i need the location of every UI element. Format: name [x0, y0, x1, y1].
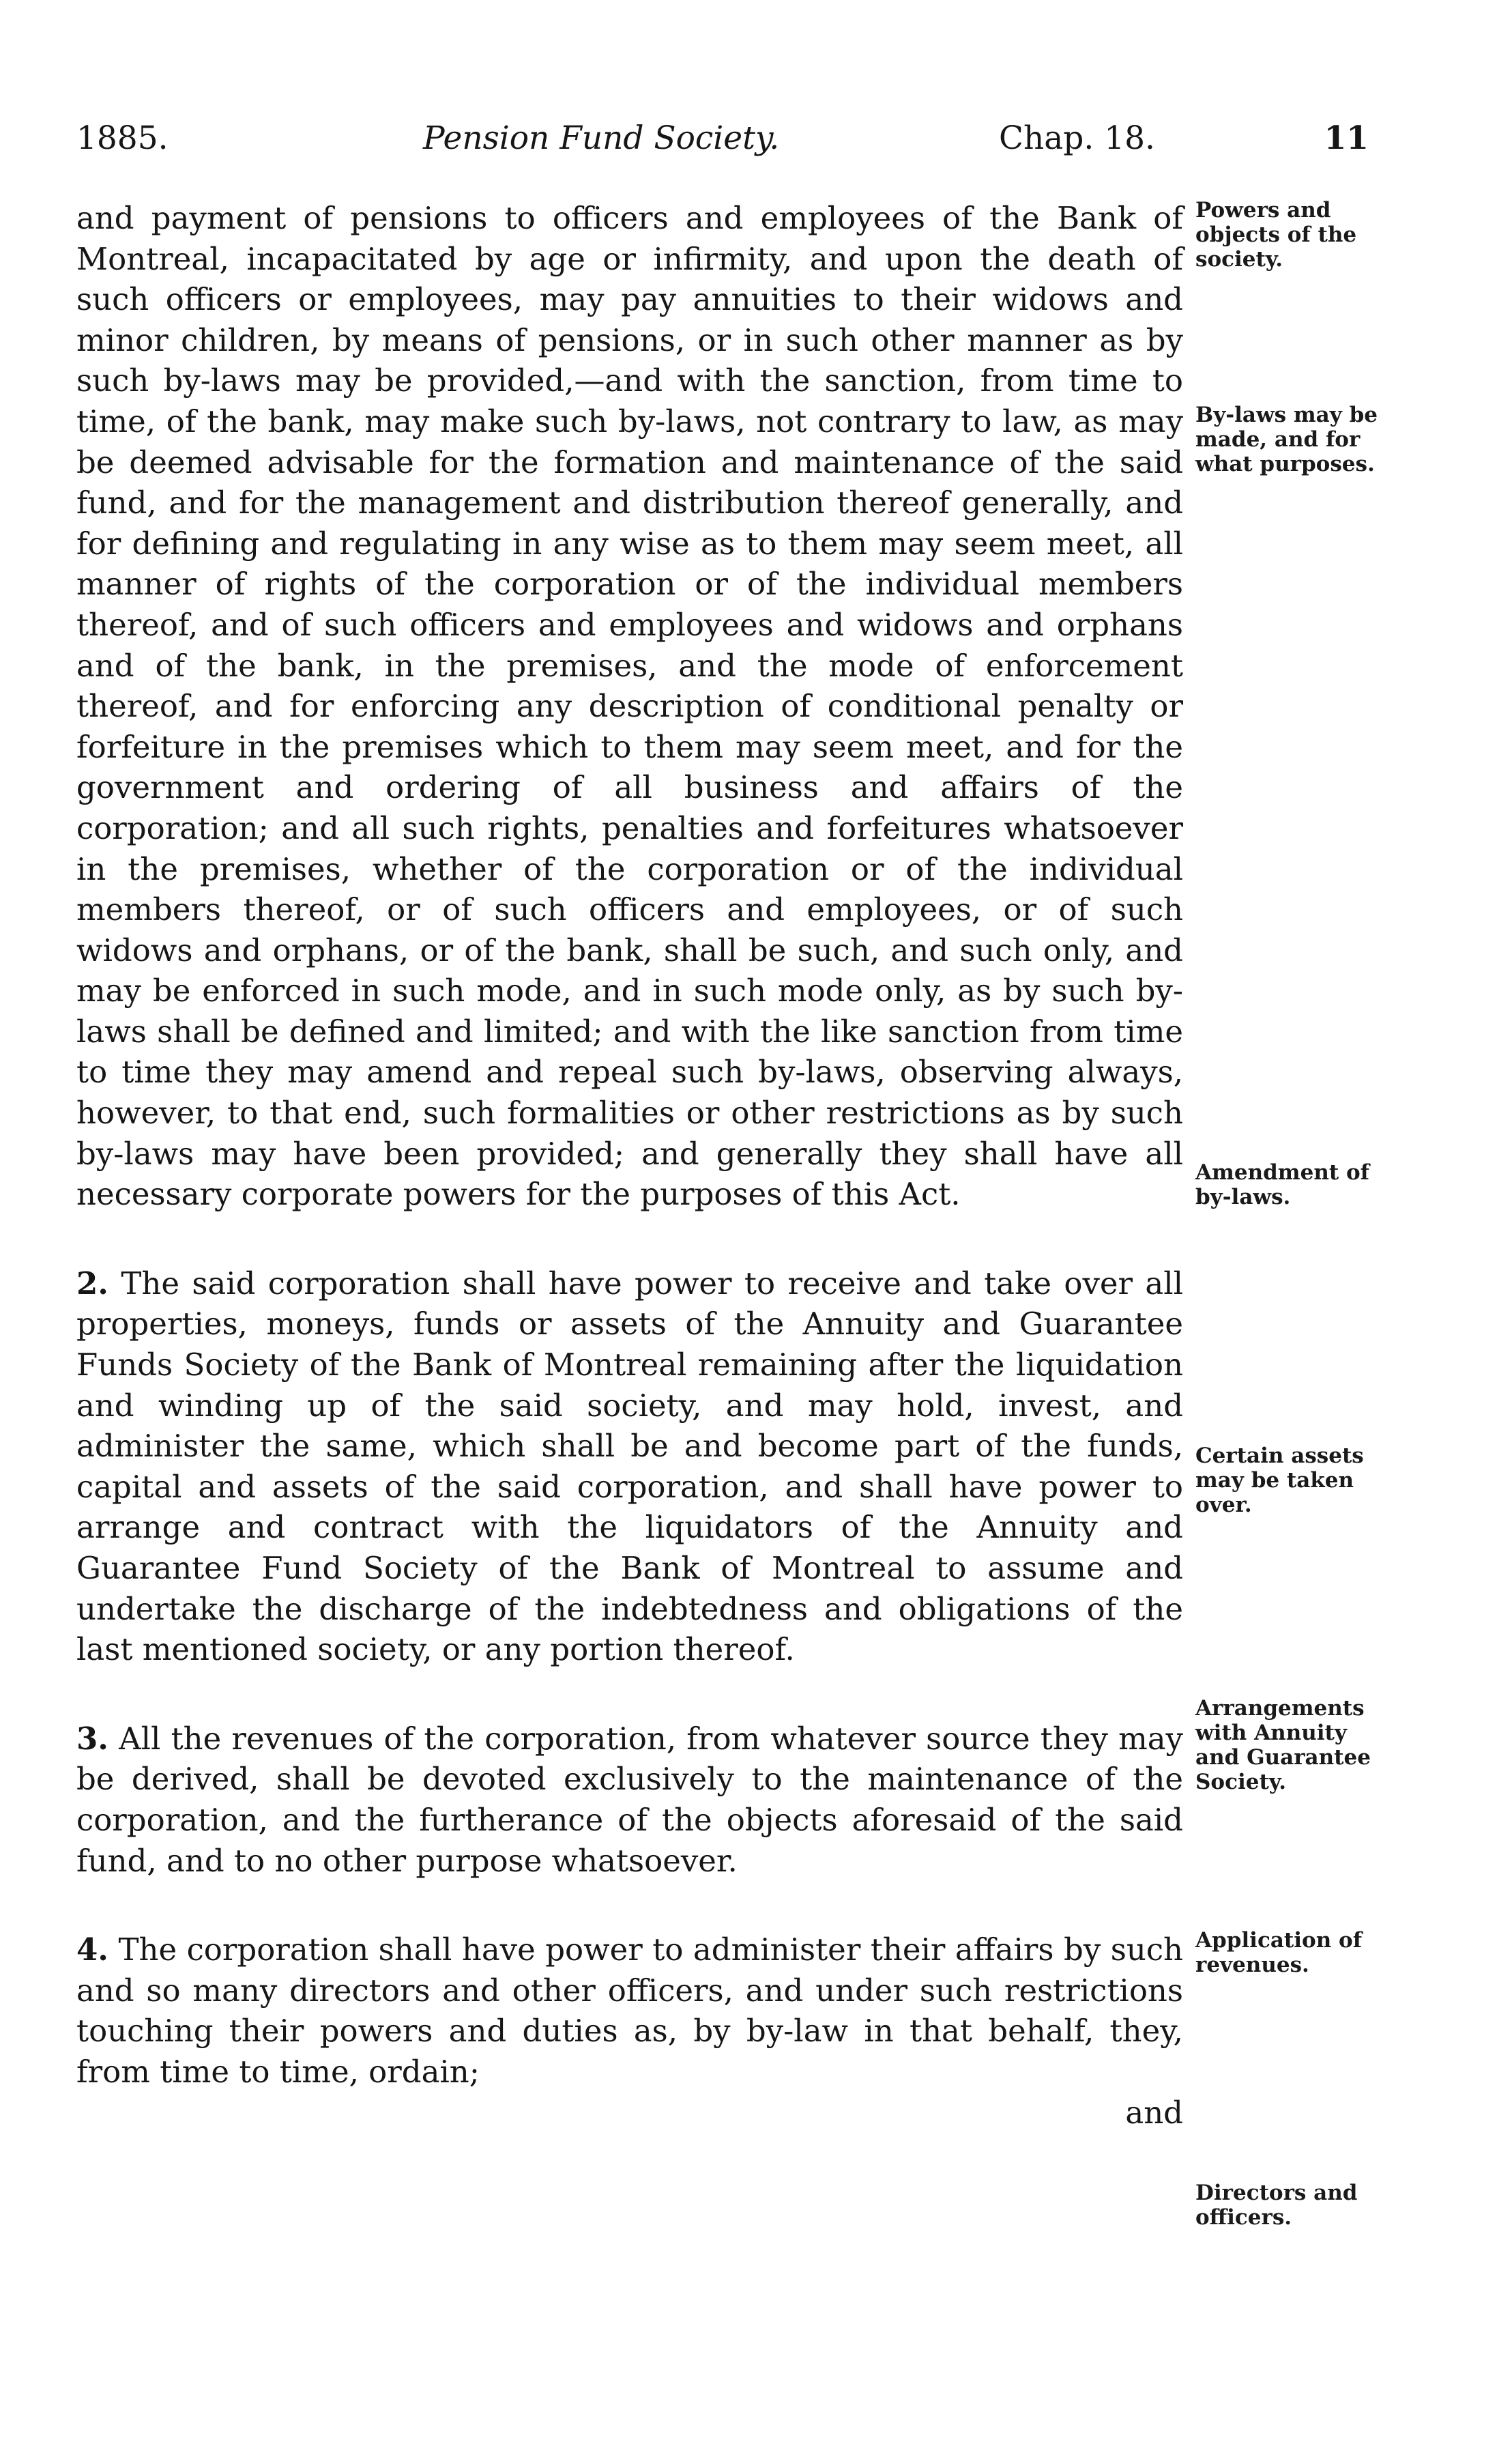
paragraph-text: All the revenues of the corporation, from whatever source they may be derived, shall be devoted exclusively to the maintenance of the corporation, and the furtherance of the objects aforesaid of the said fund, and to no other purpose whatsoever. [76, 1720, 1183, 1879]
header-year: 1885. [76, 119, 169, 157]
section-number: 3. [76, 1720, 108, 1757]
catchword: and [1125, 2094, 1183, 2131]
margin-note: Directors and officers. [1195, 2181, 1358, 2230]
paragraph-text: The said corporation shall have power to receive and take over all properties, moneys, funds or assets of the Annuity and Guarantee Funds Society of the Bank of Montreal remaining after the liquidation and winding up of the said society, and may hold, invest, and administer the same, which shall be and become part of the funds, capital and assets of the said corporation, and shall have power to arrange and contract with the liquidators of the Annuity and Guarantee Fund Society of the Bank of Montreal to assume and undertake the discharge of the indebtedness and obligations of the last mentioned society, or any portion thereof. [76, 1265, 1183, 1668]
section-4 [76, 1929, 1183, 2092]
section-number: 4. [76, 1931, 108, 1968]
paragraph-text: and payment of pensions to officers and employees of the Bank of Montreal, incapacitated by age or infirmity, and upon the death of such officers or employees, may pay annuities to their widows and minor children, by means of pensions, or in such other manner as by such by-laws may be provided,—and with the sanction, from time to time, of the bank, may make such by-laws, not contrary to law, as may be deemed advisable for the formation and maintenance of the said fund, and for the management and distribution thereof generally, and for defining and regulating in any wise as to them may seem meet, all manner of rights of the corporation or of the individual members thereof, and of such officers and employees and widows and orphans and of the bank, in the premises, and the mode of enforcement thereof, and for enforcing any description of conditional penalty or forfeiture in the premises which to them may seem meet, and for the government and ordering of all business and affairs of the corporation; and all such rights, penalties and forfeitures whatsoever in the premises, whether of the corporation or of the individual members thereof, or of such officers and employees, or of such widows and orphans, or of the bank, shall be such, and such only, and may be enforced in such mode, and in such mode only, as by such by-laws shall be defined and limited; and with the like sanction from time to time they may amend and repeal such by-laws, observing always, however, to that end, such formalities or other restrictions as by such by-laws may have been provided; and generally they shall have all necessary corporate powers for the purposes of this Act. [76, 200, 1183, 1213]
page-number: 11 [1324, 119, 1369, 157]
body-text [76, 198, 1183, 2133]
header-chapter: Chap. 18. [999, 119, 1155, 157]
margin-note: Application of revenues. [1195, 1928, 1363, 1977]
paragraph-text: The corporation shall have power to administer their affairs by such and so many directors and other officers, and under such restrictions touching their powers and duties as, by by-law in that behalf, they, from time to time, ordain; [76, 1931, 1183, 2090]
margin-note: Powers and objects of the society. [1195, 198, 1357, 272]
section-2 [76, 1263, 1183, 1670]
margin-note: Arrangements with Annuity and Guarantee Society. [1195, 1696, 1371, 1794]
margin-note: By-laws may be made, and for what purposes. [1195, 403, 1378, 476]
section-3 [76, 1719, 1183, 1881]
section-number: 2. [76, 1265, 108, 1302]
margin-note: Amendment of by-laws. [1195, 1160, 1369, 1209]
margin-note: Certain assets may be taken over. [1195, 1443, 1364, 1517]
paragraph-continued [76, 198, 1183, 1215]
running-header [76, 115, 1369, 162]
header-title: Pension Fund Society. [423, 119, 780, 157]
